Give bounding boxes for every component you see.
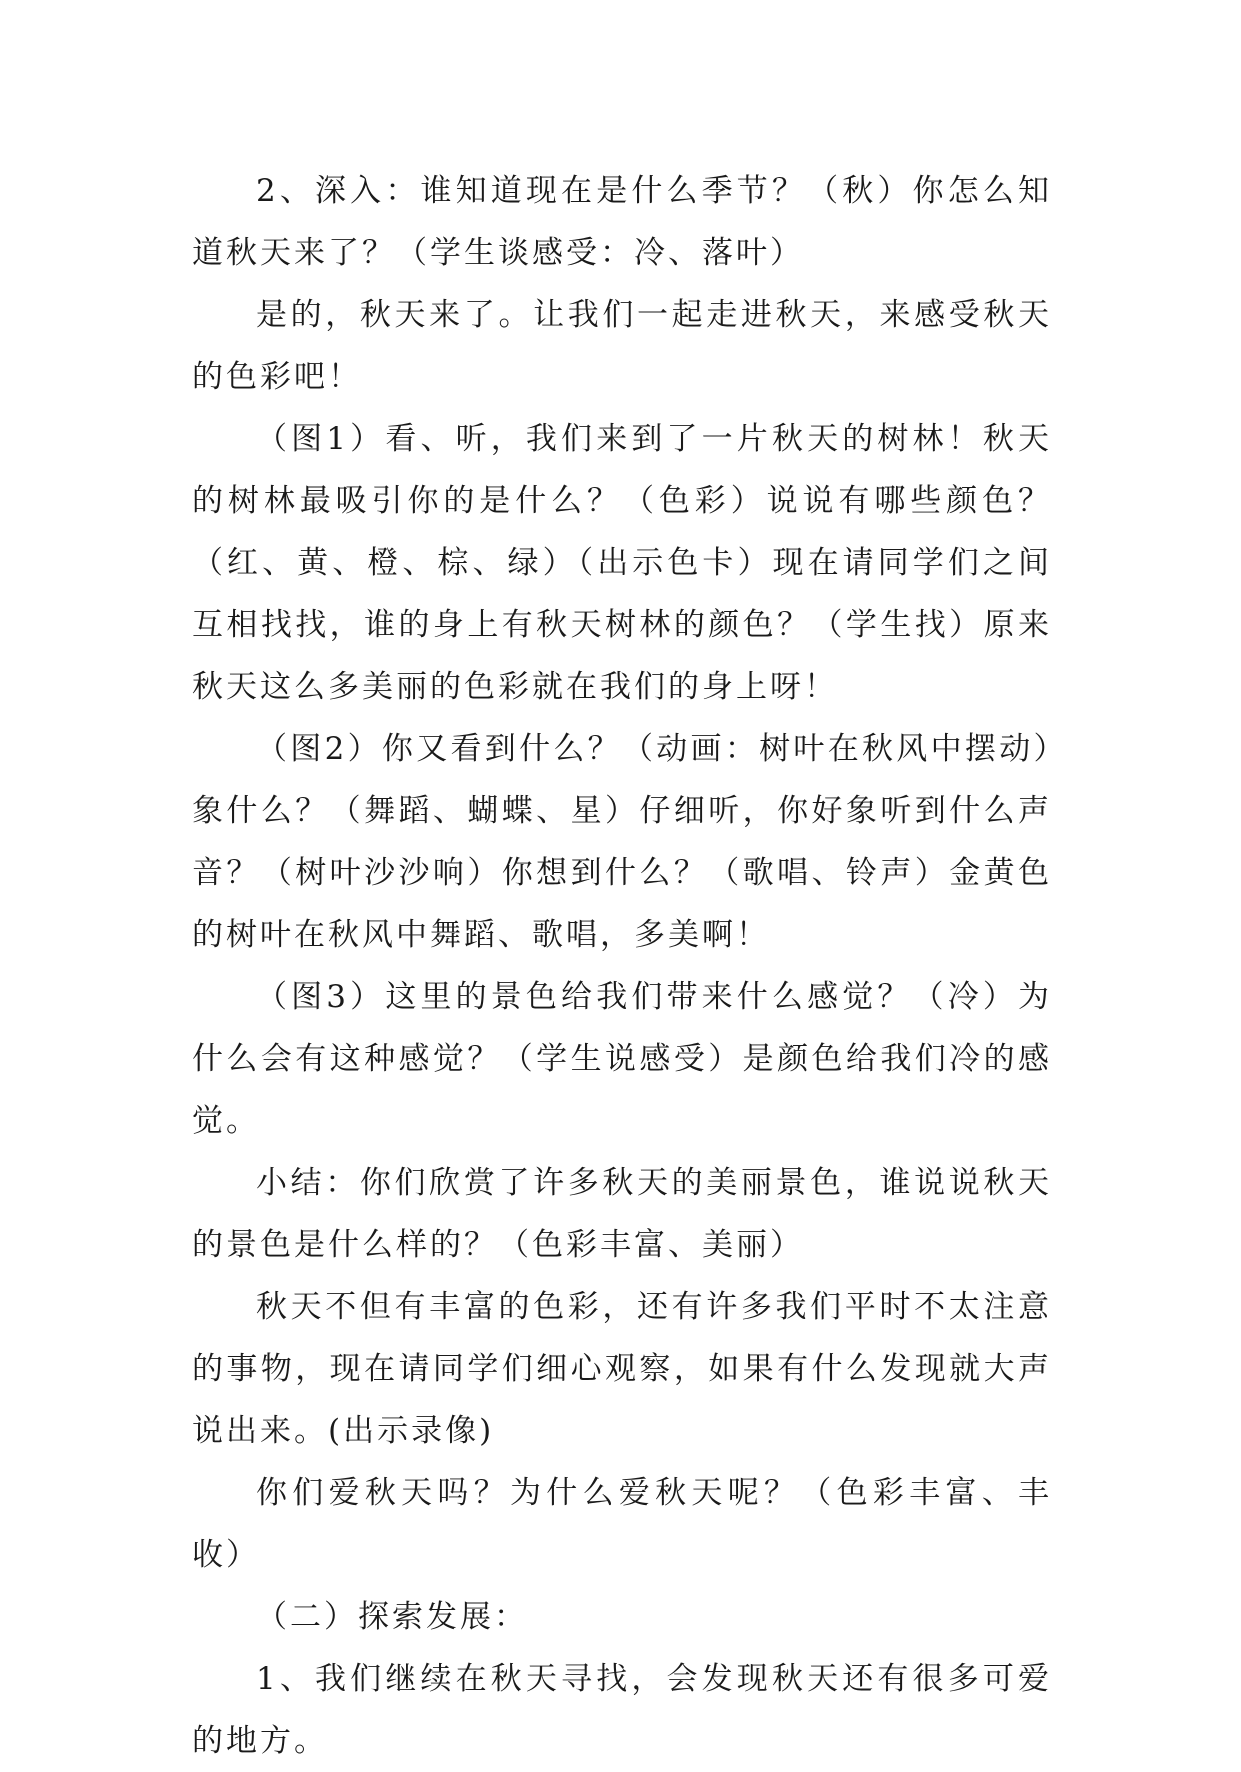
document-body — [192, 160, 1052, 1772]
paragraph-continue-search: 1、我们继续在秋天寻找，会发现秋天还有很多可爱的地方。 — [192, 1661, 1052, 1759]
paragraph-figure-3: （图3）这里的景色给我们带来什么感觉？（冷）为什么会有这种感觉？（学生说感受）是颜色给我们冷的感觉。 — [192, 979, 1052, 1139]
paragraph-figure-1: （图1）看、听，我们来到了一片秋天的树林！秋天的树林最吸引你的是什么？（色彩）说说有哪些颜色？（红、黄、橙、棕、绿）（出示色卡）现在请同学们之间互相找找，谁的身上有秋天树林的颜色？（学生找）原来秋天这么多美丽的色彩就在我们的身上呀！ — [192, 421, 1052, 705]
paragraph-summary: 小结：你们欣赏了许多秋天的美丽景色，谁说说秋天的景色是什么样的？（色彩丰富、美丽） — [192, 1165, 1052, 1263]
paragraph-love-autumn: 你们爱秋天吗？为什么爱秋天呢？（色彩丰富、丰收） — [192, 1475, 1052, 1573]
paragraph-observe: 秋天不但有丰富的色彩，还有许多我们平时不太注意的事物，现在请同学们细心观察，如果有什么发现就大声说出来。(出示录像) — [192, 1289, 1052, 1449]
paragraph-enter-autumn: 是的，秋天来了。让我们一起走进秋天，来感受秋天的色彩吧！ — [192, 297, 1052, 395]
section-heading-explore: （二）探索发展： — [256, 1599, 528, 1635]
paragraph-intro-question: 2、深入：谁知道现在是什么季节？（秋）你怎么知道秋天来了？（学生谈感受：冷、落叶） — [192, 173, 1052, 271]
paragraph-figure-2: （图2）你又看到什么？（动画：树叶在秋风中摆动）象什么？（舞蹈、蝴蝶、星）仔细听，你好象听到什么声音？（树叶沙沙响）你想到什么？（歌唱、铃声）金黄色的树叶在秋风中舞蹈、歌唱，多美啊！ — [192, 731, 1052, 953]
